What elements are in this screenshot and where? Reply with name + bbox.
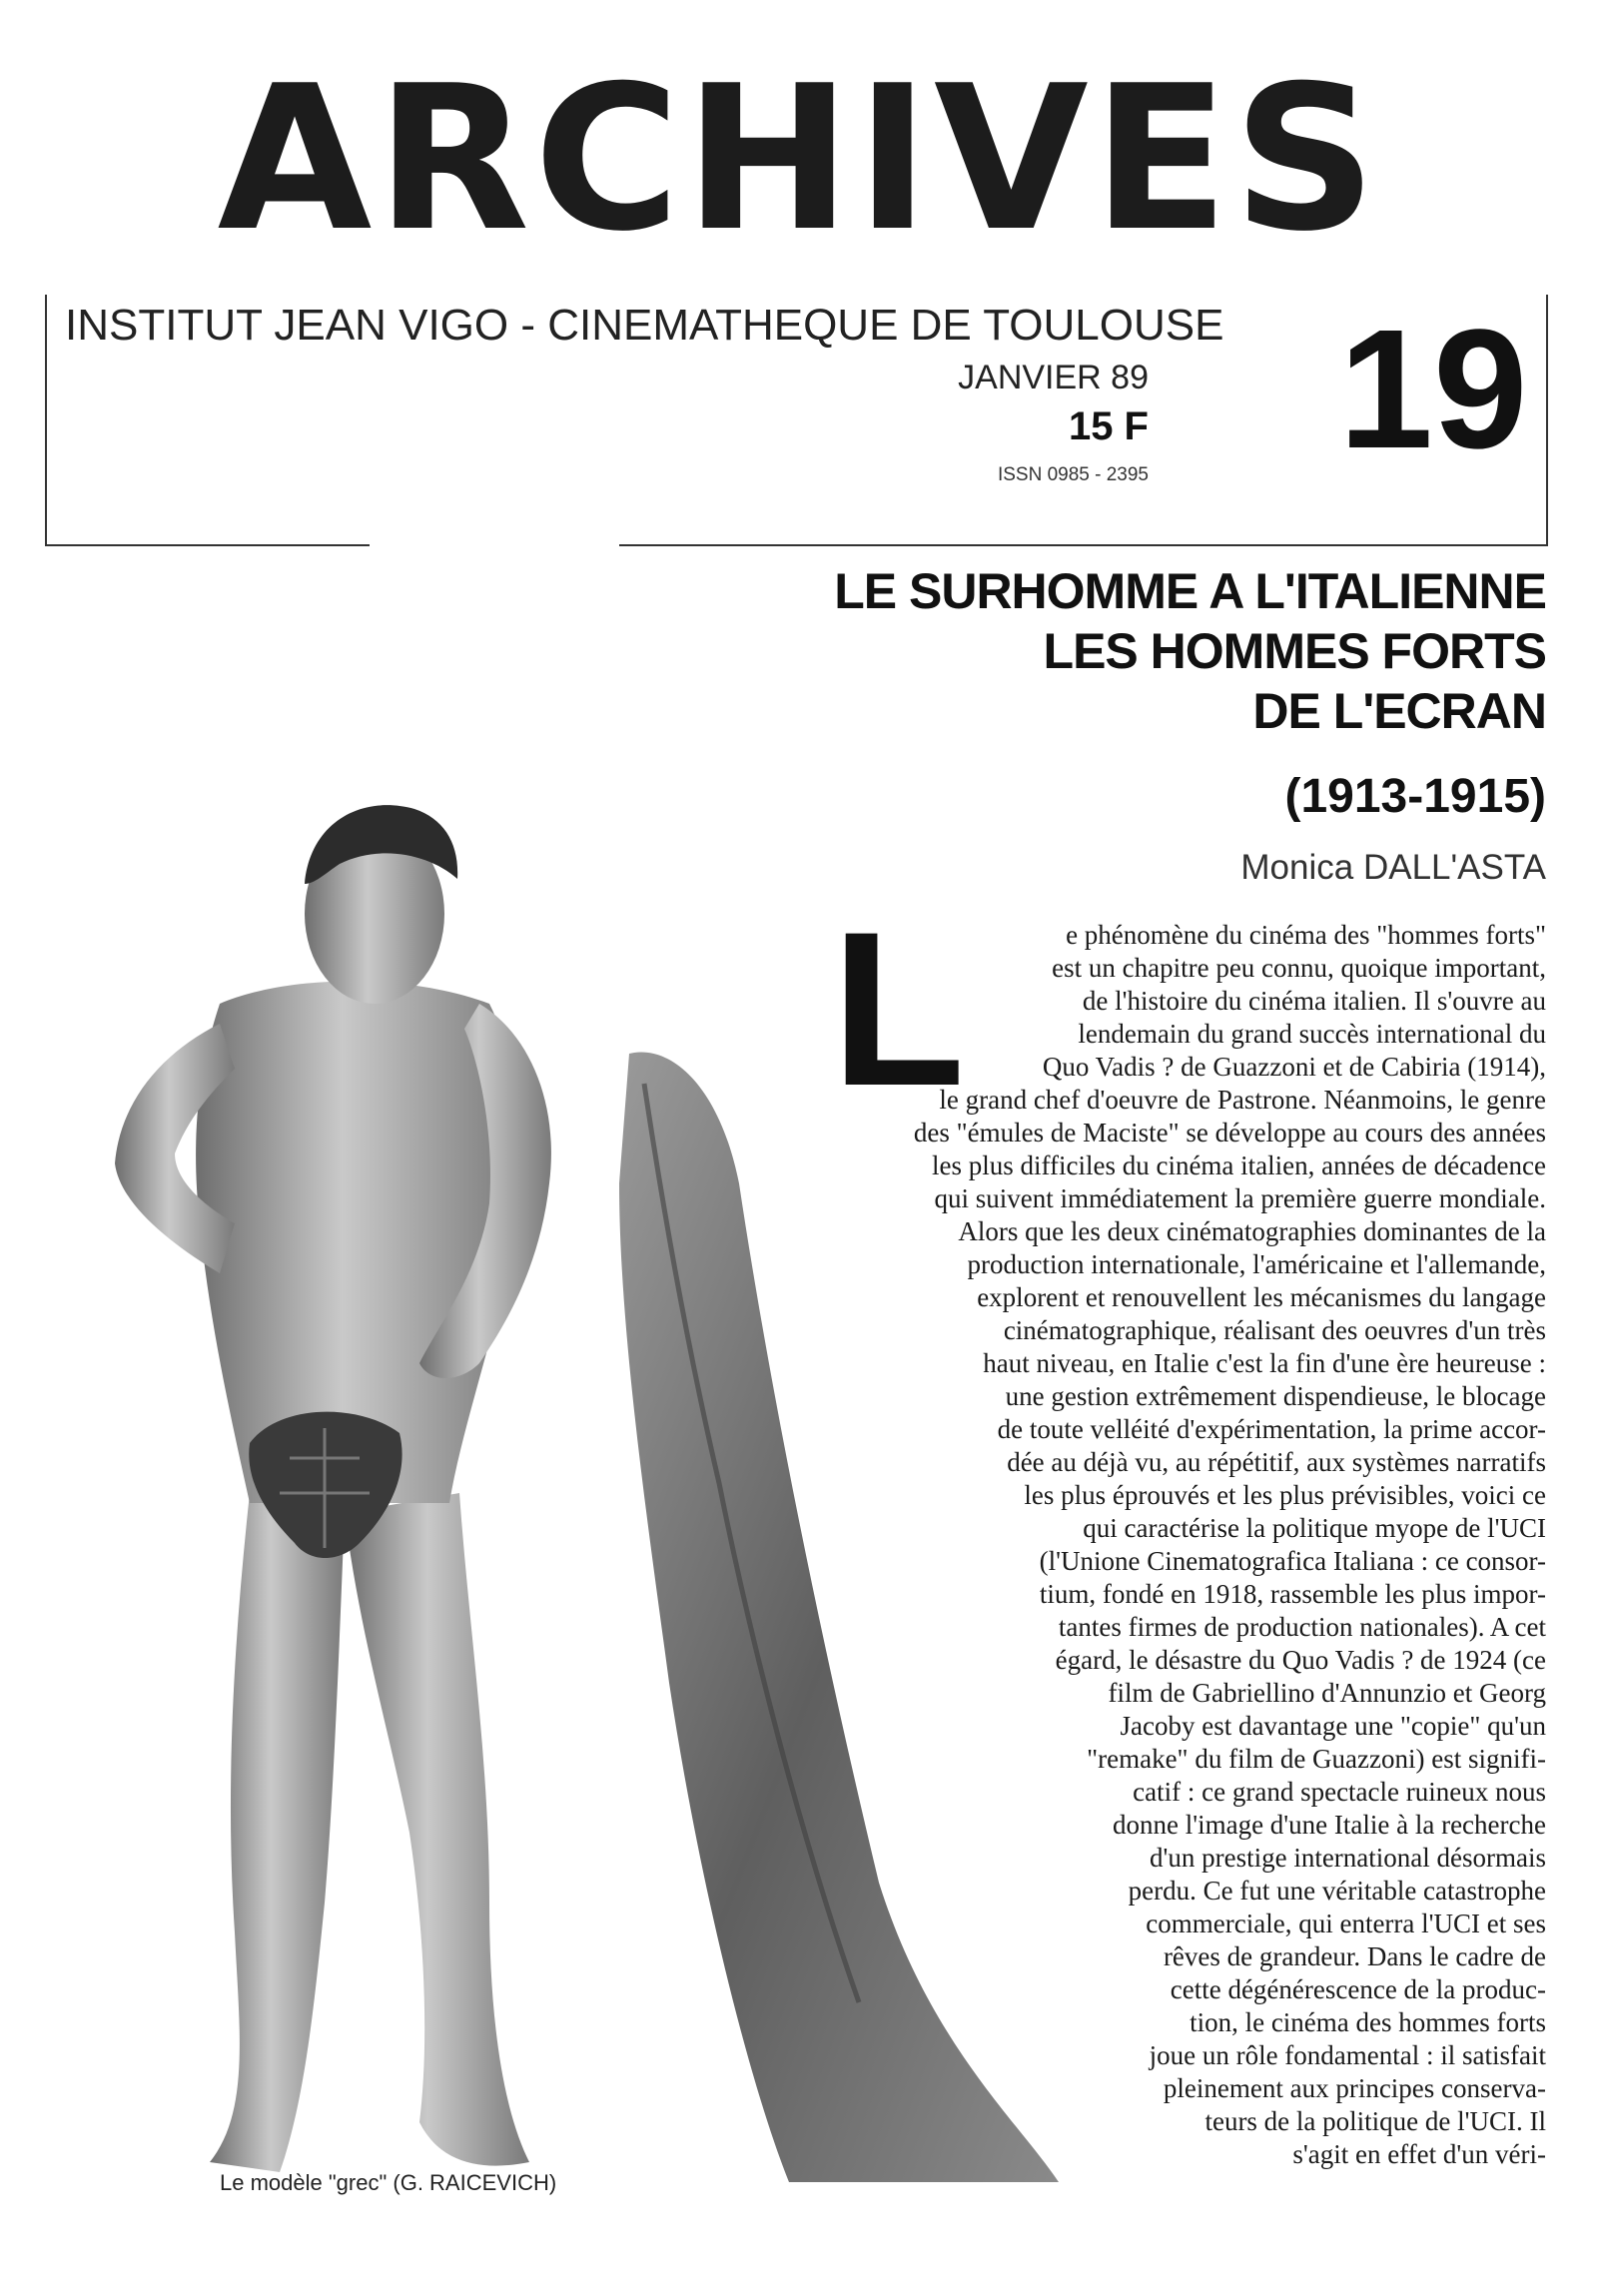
article-body-line: (l'Unione Cinematografica Italiana : ce consor-	[1039, 1546, 1546, 1576]
article-body-line: les plus éprouvés et les plus prévisibles, voici ce	[1024, 1480, 1546, 1510]
issue-price: 15 F	[1068, 404, 1149, 448]
article-body-line: une gestion extrêmement dispendieuse, le blocage	[1005, 1381, 1546, 1411]
article-body-line: les plus difficiles du cinéma italien, années de décadence	[931, 1150, 1546, 1180]
article-body-line: de l'histoire du cinéma italien. Il s'ouvre au	[1082, 986, 1546, 1016]
article-dates: (1913-1915)	[1284, 770, 1546, 823]
article-body-line: est un chapitre peu connu, quoique important,	[1052, 953, 1546, 983]
frame-border-right	[1546, 295, 1548, 544]
left-leg	[210, 1493, 345, 2172]
article-body-line: donne l'image d'une Italie à la recherche	[1112, 1810, 1546, 1840]
article-body-line: tantes firmes de production nationales). A cet	[1058, 1612, 1546, 1642]
institute-name: INSTITUT JEAN VIGO - CINEMATHEQUE DE TOULOUSE	[65, 301, 1224, 350]
article-body-line: film de Gabriellino d'Annunzio et Georg	[1108, 1678, 1546, 1708]
article-body-line: cette dégénérescence de la produc-	[1170, 1974, 1546, 2004]
article-body-line: rêves de grandeur. Dans le cadre de	[1163, 1941, 1546, 1971]
article-body-line: production internationale, l'américaine et l'allemande,	[967, 1249, 1546, 1279]
headline-line: LES HOMMES FORTS	[1043, 623, 1546, 679]
article-body-line: e phénomène du cinéma des "hommes forts"	[1066, 920, 1546, 950]
article-body-line: teurs de la politique de l'UCI. Il	[1204, 2106, 1546, 2136]
article-body-line: égard, le désastre du Quo Vadis ? de 1924 (ce	[1055, 1645, 1546, 1675]
masthead-title: ARCHIVES	[217, 43, 1381, 276]
article-body-line: joue un rôle fondamental : il satisfait	[1149, 2040, 1546, 2070]
article-body-line: dée au déjà vu, au répétitif, aux systèmes narratifs	[1007, 1447, 1546, 1477]
article-body-line: Alors que les deux cinématographies dominantes de la	[958, 1216, 1546, 1246]
article-body-line: le grand chef d'oeuvre de Pastrone. Néanmoins, le genre	[939, 1085, 1546, 1115]
article-body-line: "remake" du film de Guazzoni) est signifi-	[1087, 1744, 1546, 1774]
article-body-line: cinématographique, réalisant des oeuvres d'un très	[1003, 1315, 1546, 1345]
article-body-line: qui suivent immédiatement la première guerre mondiale.	[934, 1183, 1546, 1213]
article-body	[914, 919, 1546, 2171]
article-body-line: tion, le cinéma des hommes forts	[1190, 2007, 1546, 2037]
article-body-line: qui caractérise la politique myope de l'UCI	[1083, 1513, 1546, 1543]
article-body-line: Quo Vadis ? de Guazzoni et de Cabiria (1914),	[1042, 1052, 1546, 1082]
article-body-line: lendemain du grand succès international du	[1078, 1019, 1546, 1049]
article-body-line: tium, fondé en 1918, rassemble les plus impor-	[1039, 1579, 1546, 1609]
issn: ISSN 0985 - 2395	[997, 464, 1149, 485]
article-body-line: de toute velléité d'expérimentation, la prime accor-	[997, 1414, 1546, 1444]
article-body-line: Jacoby est davantage une "copie" qu'un	[1120, 1711, 1546, 1741]
article-body-line: commerciale, qui enterra l'UCI et ses	[1146, 1909, 1546, 1938]
article-body-line: d'un prestige international désormais	[1149, 1843, 1546, 1873]
photo-caption: Le modèle "grec" (G. RAICEVICH)	[220, 2170, 557, 2195]
article-body-line: catif : ce grand spectacle ruineux nous	[1133, 1777, 1546, 1807]
headline-line: DE L'ECRAN	[1252, 683, 1546, 739]
issue-date: JANVIER 89	[958, 359, 1149, 396]
right-leg	[345, 1493, 529, 2166]
article-headline	[834, 561, 1546, 741]
article-body-line: haut niveau, en Italie c'est la fin d'une ère heureuse :	[983, 1348, 1546, 1378]
issue-number: 19	[1338, 295, 1528, 484]
article-author: Monica DALL'ASTA	[1240, 848, 1546, 887]
article-body-line: perdu. Ce fut une véritable catastrophe	[1128, 1876, 1546, 1906]
article-body-line: des "émules de Maciste" se développe au cours des années	[913, 1118, 1546, 1148]
article-body-line: pleinement aux principes conserva-	[1163, 2073, 1546, 2103]
drop-cap: L	[831, 886, 966, 1132]
article-body-line: s'agit en effet d'un véri-	[1292, 2139, 1546, 2169]
article-body-line: explorent et renouvellent les mécanismes du langage	[977, 1282, 1546, 1312]
frame-border-left	[45, 295, 47, 544]
headline-line: LE SURHOMME A L'ITALIENNE	[834, 563, 1546, 619]
